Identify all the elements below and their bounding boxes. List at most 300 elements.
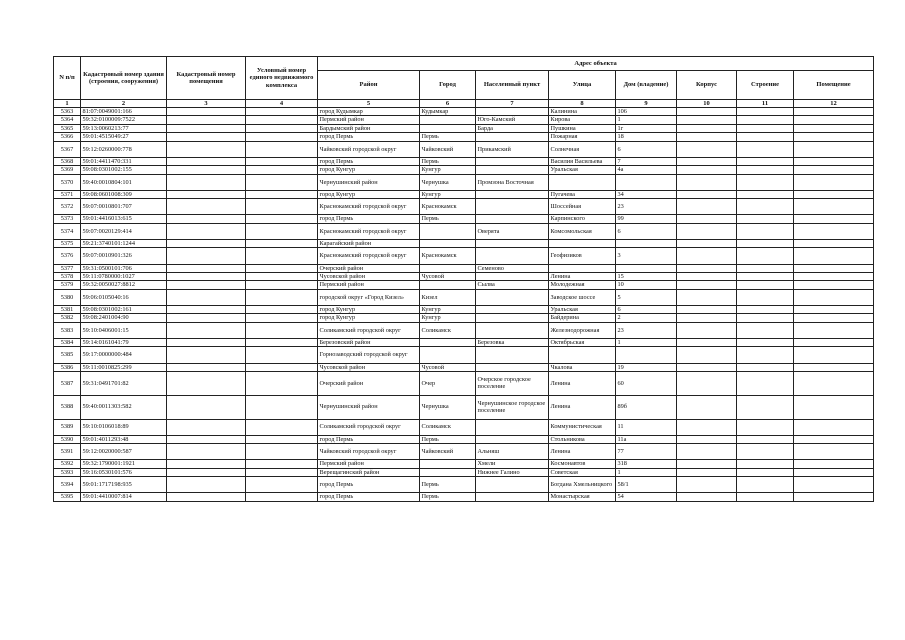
cell-num: 5364 — [54, 116, 81, 124]
cell-building — [737, 347, 794, 363]
cell-conditional-number — [246, 314, 318, 322]
cell-num: 5372 — [54, 199, 81, 215]
cell-num: 5391 — [54, 444, 81, 460]
cell-city: Кудымкар — [420, 108, 476, 116]
cell-cadastral-building: 59:01:4410007:814 — [81, 493, 167, 501]
cell-cadastral-room — [167, 108, 246, 116]
cell-num: 5367 — [54, 141, 81, 157]
cell-district: Очерский район — [318, 264, 420, 272]
cell-district: Соликамский городской округ — [318, 322, 420, 338]
table-row — [54, 435, 874, 443]
cell-city: Пермь — [420, 493, 476, 501]
cell-room — [794, 322, 874, 338]
cell-house: 15 — [616, 273, 677, 281]
cell-cadastral-building: 59:01:4515049:27 — [81, 133, 167, 141]
cell-cadastral-room — [167, 215, 246, 223]
cell-conditional-number — [246, 372, 318, 396]
cell-cadastral-room — [167, 223, 246, 239]
table-row — [54, 339, 874, 347]
cell-cadastral-room — [167, 141, 246, 157]
cell-cadastral-building: 59:08:2401004:90 — [81, 314, 167, 322]
cell-city — [420, 460, 476, 468]
cell-num: 5382 — [54, 314, 81, 322]
table-row — [54, 124, 874, 132]
cell-cadastral-building: 59:07:0010901:326 — [81, 248, 167, 264]
cell-room — [794, 199, 874, 215]
cell-building — [737, 166, 794, 174]
cell-corpus — [677, 477, 737, 493]
cell-city: Пермь — [420, 215, 476, 223]
cell-house: 11а — [616, 435, 677, 443]
cell-street: Шоссейная — [549, 199, 616, 215]
cell-num: 5384 — [54, 339, 81, 347]
cell-cadastral-building: 59:10:0406001:15 — [81, 322, 167, 338]
table-row — [54, 460, 874, 468]
table-row — [54, 468, 874, 476]
cell-cadastral-room — [167, 468, 246, 476]
cell-house: 106 — [616, 108, 677, 116]
column-number: 11 — [737, 100, 794, 108]
cell-street: Пожарная — [549, 133, 616, 141]
cell-building — [737, 468, 794, 476]
cell-street: Уральская — [549, 306, 616, 314]
cell-room — [794, 435, 874, 443]
cell-cadastral-room — [167, 264, 246, 272]
cell-house: 54 — [616, 493, 677, 501]
header-conditional-number: Условный номер единого недвижимого комплекса — [246, 57, 318, 100]
cell-locality — [476, 289, 549, 305]
cell-corpus — [677, 460, 737, 468]
cell-cadastral-room — [167, 395, 246, 419]
cell-building — [737, 477, 794, 493]
cell-conditional-number — [246, 223, 318, 239]
table-row — [54, 347, 874, 363]
cell-cadastral-room — [167, 435, 246, 443]
cell-house: 5 — [616, 289, 677, 305]
cell-cadastral-building: 81:07:0049001:166 — [81, 108, 167, 116]
cell-conditional-number — [246, 124, 318, 132]
cell-cadastral-building: 59:13:0060213:77 — [81, 124, 167, 132]
cell-conditional-number — [246, 264, 318, 272]
cell-cadastral-room — [167, 199, 246, 215]
cell-cadastral-building: 59:06:0105040:16 — [81, 289, 167, 305]
cell-num: 5363 — [54, 108, 81, 116]
cell-cadastral-building: 59:01:4411470:331 — [81, 157, 167, 165]
cell-street: Байдерина — [549, 314, 616, 322]
cell-street: Молодежная — [549, 281, 616, 289]
cell-cadastral-building: 59:31:0491701:82 — [81, 372, 167, 396]
header-cadastral-building: Кадастровый номер здания (строения, сооружения) — [81, 57, 167, 100]
cell-room — [794, 174, 874, 190]
cell-room — [794, 133, 874, 141]
cell-locality — [476, 133, 549, 141]
cell-conditional-number — [246, 166, 318, 174]
cell-cadastral-room — [167, 493, 246, 501]
cell-cadastral-building: 59:32:0100009:7522 — [81, 116, 167, 124]
cell-locality: Семеново — [476, 264, 549, 272]
cell-cadastral-building: 59:12:0020000:587 — [81, 444, 167, 460]
column-number: 9 — [616, 100, 677, 108]
cell-locality — [476, 199, 549, 215]
cell-num: 5380 — [54, 289, 81, 305]
cell-district: Чусовской район — [318, 363, 420, 371]
cell-conditional-number — [246, 141, 318, 157]
cell-district: город Кунгур — [318, 306, 420, 314]
cell-cadastral-building: 59:08:0301002:155 — [81, 166, 167, 174]
cell-cadastral-room — [167, 124, 246, 132]
cell-house: 4а — [616, 166, 677, 174]
cell-room — [794, 264, 874, 272]
cell-street — [549, 264, 616, 272]
column-number: 7 — [476, 100, 549, 108]
cell-city: Пермь — [420, 435, 476, 443]
table-row — [54, 493, 874, 501]
cell-cadastral-building: 59:14:0161041:79 — [81, 339, 167, 347]
cell-locality — [476, 248, 549, 264]
cell-city — [420, 240, 476, 248]
cell-city — [420, 116, 476, 124]
cell-conditional-number — [246, 289, 318, 305]
cell-locality: Березовка — [476, 339, 549, 347]
cell-building — [737, 435, 794, 443]
header-street: Улица — [549, 71, 616, 100]
cell-house: 3 — [616, 248, 677, 264]
cell-district: Краснокамский городской округ — [318, 248, 420, 264]
cell-locality — [476, 435, 549, 443]
cell-conditional-number — [246, 116, 318, 124]
column-numbers-row — [54, 100, 874, 108]
cell-room — [794, 190, 874, 198]
cell-locality: Оверята — [476, 223, 549, 239]
cell-street: Солнечная — [549, 141, 616, 157]
cell-district: Горнозаводский городской округ — [318, 347, 420, 363]
cell-district: город Кунгур — [318, 190, 420, 198]
cell-locality — [476, 322, 549, 338]
cell-building — [737, 264, 794, 272]
cell-num: 5381 — [54, 306, 81, 314]
cell-conditional-number — [246, 468, 318, 476]
cell-cadastral-room — [167, 314, 246, 322]
cell-city: Чусовой — [420, 363, 476, 371]
cell-district: городской округ «Город Кизел» — [318, 289, 420, 305]
table-row — [54, 477, 874, 493]
cell-cadastral-building: 59:08:0601008:309 — [81, 190, 167, 198]
cell-cadastral-room — [167, 281, 246, 289]
header-cadastral-room: Кадастровый номер помещения — [167, 57, 246, 100]
cell-building — [737, 306, 794, 314]
cell-conditional-number — [246, 419, 318, 435]
column-number: 6 — [420, 100, 476, 108]
cell-conditional-number — [246, 477, 318, 493]
cell-num: 5383 — [54, 322, 81, 338]
cell-locality — [476, 108, 549, 116]
cell-conditional-number — [246, 363, 318, 371]
header-house: Дом (владение) — [616, 71, 677, 100]
cell-num: 5386 — [54, 363, 81, 371]
cell-house — [616, 347, 677, 363]
cell-room — [794, 306, 874, 314]
cell-corpus — [677, 339, 737, 347]
cell-street — [549, 240, 616, 248]
cell-building — [737, 215, 794, 223]
cell-house: 6 — [616, 141, 677, 157]
cell-corpus — [677, 223, 737, 239]
cell-city: Кунгур — [420, 314, 476, 322]
cell-num: 5366 — [54, 133, 81, 141]
column-number: 10 — [677, 100, 737, 108]
cell-building — [737, 281, 794, 289]
cell-num: 5374 — [54, 223, 81, 239]
cell-corpus — [677, 215, 737, 223]
table-row — [54, 199, 874, 215]
cell-corpus — [677, 281, 737, 289]
cell-cadastral-room — [167, 133, 246, 141]
cell-district: Пермский район — [318, 281, 420, 289]
cell-building — [737, 322, 794, 338]
header-room: Помещение — [794, 71, 874, 100]
cell-cadastral-building: 59:11:0010825:299 — [81, 363, 167, 371]
property-registry-table — [53, 56, 874, 502]
cell-room — [794, 347, 874, 363]
cell-corpus — [677, 116, 737, 124]
cell-city: Соликамск — [420, 419, 476, 435]
cell-building — [737, 199, 794, 215]
table-body — [54, 108, 874, 502]
cell-building — [737, 190, 794, 198]
cell-cadastral-room — [167, 419, 246, 435]
cell-building — [737, 339, 794, 347]
cell-house: 58/1 — [616, 477, 677, 493]
cell-corpus — [677, 444, 737, 460]
cell-building — [737, 395, 794, 419]
cell-locality — [476, 240, 549, 248]
cell-building — [737, 108, 794, 116]
cell-house: 2 — [616, 314, 677, 322]
cell-conditional-number — [246, 306, 318, 314]
cell-num: 5368 — [54, 157, 81, 165]
header-address: Адрес объекта — [318, 57, 874, 71]
table-header — [54, 57, 874, 108]
cell-street: Ленина — [549, 273, 616, 281]
table-row — [54, 264, 874, 272]
cell-room — [794, 395, 874, 419]
cell-cadastral-building: 59:40:0011303:582 — [81, 395, 167, 419]
cell-street: Космонавтов — [549, 460, 616, 468]
table-row — [54, 273, 874, 281]
cell-corpus — [677, 419, 737, 435]
cell-cadastral-room — [167, 306, 246, 314]
cell-street: Геофизиков — [549, 248, 616, 264]
registry-page — [53, 56, 873, 502]
cell-city — [420, 339, 476, 347]
cell-num: 5370 — [54, 174, 81, 190]
cell-building — [737, 157, 794, 165]
cell-street: Калинина — [549, 108, 616, 116]
cell-cadastral-building: 59:10:0106018:89 — [81, 419, 167, 435]
cell-conditional-number — [246, 322, 318, 338]
column-number: 12 — [794, 100, 874, 108]
cell-district: Очерский район — [318, 372, 420, 396]
cell-building — [737, 289, 794, 305]
table-row — [54, 363, 874, 371]
cell-street: Чкалова — [549, 363, 616, 371]
cell-room — [794, 372, 874, 396]
cell-city: Краснокамск — [420, 248, 476, 264]
cell-street: Пушкина — [549, 124, 616, 132]
header-building: Строение — [737, 71, 794, 100]
cell-room — [794, 248, 874, 264]
cell-corpus — [677, 306, 737, 314]
cell-cadastral-room — [167, 372, 246, 396]
cell-cadastral-building: 59:17:0000000:484 — [81, 347, 167, 363]
cell-cadastral-room — [167, 363, 246, 371]
cell-room — [794, 460, 874, 468]
cell-cadastral-room — [167, 322, 246, 338]
cell-num: 5379 — [54, 281, 81, 289]
cell-conditional-number — [246, 273, 318, 281]
cell-district: Краснокамский городской округ — [318, 223, 420, 239]
cell-corpus — [677, 314, 737, 322]
cell-cadastral-building: 59:07:0020129:414 — [81, 223, 167, 239]
cell-locality: Хмели — [476, 460, 549, 468]
cell-room — [794, 281, 874, 289]
cell-conditional-number — [246, 248, 318, 264]
cell-room — [794, 339, 874, 347]
cell-house: 77 — [616, 444, 677, 460]
cell-corpus — [677, 240, 737, 248]
cell-locality: Сылва — [476, 281, 549, 289]
table-row — [54, 133, 874, 141]
cell-cadastral-room — [167, 339, 246, 347]
cell-cadastral-room — [167, 460, 246, 468]
cell-cadastral-room — [167, 240, 246, 248]
cell-corpus — [677, 363, 737, 371]
table-row — [54, 395, 874, 419]
cell-house: 6 — [616, 306, 677, 314]
cell-cadastral-building: 59:11:0780000:1027 — [81, 273, 167, 281]
cell-corpus — [677, 273, 737, 281]
cell-city: Очер — [420, 372, 476, 396]
column-number: 3 — [167, 100, 246, 108]
cell-cadastral-room — [167, 248, 246, 264]
cell-locality — [476, 347, 549, 363]
cell-city — [420, 124, 476, 132]
cell-room — [794, 468, 874, 476]
table-row — [54, 215, 874, 223]
cell-corpus — [677, 108, 737, 116]
cell-room — [794, 116, 874, 124]
cell-locality: Барда — [476, 124, 549, 132]
cell-building — [737, 372, 794, 396]
table-row — [54, 322, 874, 338]
cell-city: Кунгур — [420, 306, 476, 314]
cell-district: Бардымский район — [318, 124, 420, 132]
cell-street: Монастырская — [549, 493, 616, 501]
table-row — [54, 281, 874, 289]
cell-building — [737, 419, 794, 435]
cell-locality: Промзона Восточная — [476, 174, 549, 190]
cell-num: 5395 — [54, 493, 81, 501]
cell-house: 1 — [616, 339, 677, 347]
cell-city: Краснокамск — [420, 199, 476, 215]
cell-city — [420, 223, 476, 239]
cell-corpus — [677, 124, 737, 132]
cell-district: Пермский район — [318, 116, 420, 124]
cell-house: 6 — [616, 223, 677, 239]
cell-num: 5388 — [54, 395, 81, 419]
cell-corpus — [677, 157, 737, 165]
header-city: Город — [420, 71, 476, 100]
cell-corpus — [677, 133, 737, 141]
cell-city: Чернушка — [420, 395, 476, 419]
cell-cadastral-building: 59:32:0050027:8812 — [81, 281, 167, 289]
cell-conditional-number — [246, 157, 318, 165]
cell-district: город Пермь — [318, 133, 420, 141]
cell-house: 23 — [616, 199, 677, 215]
cell-corpus — [677, 264, 737, 272]
header-locality: Населенный пункт — [476, 71, 549, 100]
cell-corpus — [677, 435, 737, 443]
cell-house: 318 — [616, 460, 677, 468]
cell-conditional-number — [246, 493, 318, 501]
cell-building — [737, 124, 794, 132]
cell-room — [794, 108, 874, 116]
table-row — [54, 306, 874, 314]
table-row — [54, 223, 874, 239]
table-row — [54, 166, 874, 174]
cell-house: 10 — [616, 281, 677, 289]
cell-street: Октябрьская — [549, 339, 616, 347]
cell-locality — [476, 314, 549, 322]
header-district: Район — [318, 71, 420, 100]
cell-conditional-number — [246, 190, 318, 198]
cell-cadastral-room — [167, 477, 246, 493]
table-row — [54, 174, 874, 190]
cell-room — [794, 477, 874, 493]
cell-house — [616, 264, 677, 272]
cell-district: город Пермь — [318, 215, 420, 223]
cell-num: 5392 — [54, 460, 81, 468]
cell-city: Чернушка — [420, 174, 476, 190]
header-num: N п/п — [54, 57, 81, 100]
cell-building — [737, 444, 794, 460]
cell-locality: Очерское городское поселение — [476, 372, 549, 396]
cell-cadastral-building: 59:01:4416013:615 — [81, 215, 167, 223]
cell-cadastral-building: 59:07:0010801:707 — [81, 199, 167, 215]
cell-house: 34 — [616, 190, 677, 198]
cell-street: Уральская — [549, 166, 616, 174]
cell-locality — [476, 166, 549, 174]
cell-house: 1 — [616, 468, 677, 476]
table-row — [54, 157, 874, 165]
cell-building — [737, 141, 794, 157]
cell-city: Чусовой — [420, 273, 476, 281]
cell-corpus — [677, 248, 737, 264]
cell-room — [794, 493, 874, 501]
column-number: 2 — [81, 100, 167, 108]
cell-room — [794, 215, 874, 223]
cell-num: 5369 — [54, 166, 81, 174]
cell-house: 60 — [616, 372, 677, 396]
cell-cadastral-building: 59:31:0500101:706 — [81, 264, 167, 272]
cell-conditional-number — [246, 108, 318, 116]
cell-conditional-number — [246, 281, 318, 289]
cell-num: 5376 — [54, 248, 81, 264]
cell-num: 5389 — [54, 419, 81, 435]
cell-room — [794, 273, 874, 281]
cell-city: Чайковский — [420, 141, 476, 157]
cell-city — [420, 347, 476, 363]
